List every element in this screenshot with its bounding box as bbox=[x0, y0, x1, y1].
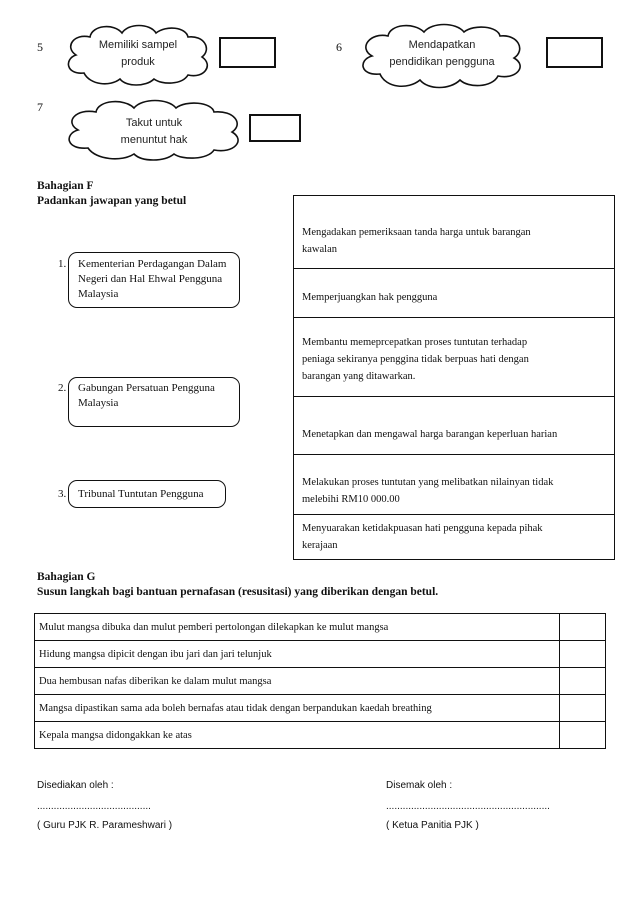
step-text: Mangsa dipastikan sama ada boleh bernafas atau tidak dengan berpandukan kaedah breathing bbox=[35, 695, 560, 722]
signature-dots: ........................................................... bbox=[386, 801, 550, 812]
cloud-label: Takut untuk menuntut hak bbox=[120, 117, 188, 146]
section-g-instruction: Susun langkah bagi bantuan pernafasan (resusitasi) yang diberikan dengan betul. bbox=[37, 586, 439, 598]
left-item-number: 3. bbox=[58, 488, 67, 500]
divider bbox=[294, 514, 614, 515]
signature-name: ( Guru PJK R. Parameshwari ) bbox=[37, 820, 173, 831]
order-box[interactable] bbox=[560, 614, 606, 641]
order-box[interactable] bbox=[560, 695, 606, 722]
table-row bbox=[35, 668, 606, 695]
item-number: 7 bbox=[37, 100, 43, 114]
answer-box[interactable] bbox=[249, 114, 301, 142]
signature-dots: ......................................... bbox=[37, 801, 151, 812]
table-row bbox=[35, 722, 606, 749]
left-item-label: Gabungan Persatuan Pengguna Malaysia bbox=[78, 382, 215, 409]
item-number: 5 bbox=[37, 40, 43, 54]
answer-option-6[interactable]: Menyuarakan ketidakpuasan hati pengguna kepada pihak kerajaan bbox=[302, 523, 543, 551]
item-number: 6 bbox=[336, 40, 342, 54]
answer-option-4[interactable]: Menetapkan dan mengawal harga barangan keperluan harian bbox=[302, 429, 558, 440]
cloud-label: Mendapatkan pendidikan pengguna bbox=[389, 39, 495, 68]
signature-label: Disediakan oleh : bbox=[37, 780, 114, 791]
section-f-instruction: Padankan jawapan yang betul bbox=[37, 195, 187, 207]
signature-name: ( Ketua Panitia PJK ) bbox=[386, 820, 479, 831]
order-box[interactable] bbox=[560, 668, 606, 695]
left-item-label: Tribunal Tuntutan Pengguna bbox=[78, 488, 204, 500]
order-box[interactable] bbox=[560, 641, 606, 668]
divider bbox=[294, 268, 614, 269]
answer-option-5[interactable]: Melakukan proses tuntutan yang melibatkan nilainyan tidak melebihi RM10 000.00 bbox=[302, 477, 554, 505]
cloud-label: Memiliki sampel produk bbox=[98, 39, 178, 68]
table-row bbox=[35, 695, 606, 722]
sequence-table bbox=[34, 613, 606, 749]
answer-option-1[interactable]: Mengadakan pemeriksaan tanda harga untuk barangan kawalan bbox=[302, 227, 531, 255]
answer-column bbox=[293, 195, 615, 560]
answer-box[interactable] bbox=[546, 37, 603, 68]
section-f-title: Bahagian F bbox=[37, 180, 94, 192]
answer-option-2[interactable]: Memperjuangkan hak pengguna bbox=[302, 292, 438, 303]
answer-box[interactable] bbox=[219, 37, 276, 68]
signature-label: Disemak oleh : bbox=[386, 780, 453, 791]
divider bbox=[294, 396, 614, 397]
step-text: Kepala mangsa didongakkan ke atas bbox=[35, 722, 560, 749]
left-item-number: 1. bbox=[58, 258, 67, 270]
table-row bbox=[35, 641, 606, 668]
left-item-number: 2. bbox=[58, 382, 67, 394]
section-g-title: Bahagian G bbox=[37, 571, 96, 583]
step-text: Hidung mangsa dipicit dengan ibu jari dan jari telunjuk bbox=[35, 641, 560, 668]
left-item-label: Kementerian Perdagangan Dalam Negeri dan Hal Ehwal Pengguna Malaysia bbox=[78, 258, 227, 300]
table-row bbox=[35, 614, 606, 641]
step-text: Dua hembusan nafas diberikan ke dalam mulut mangsa bbox=[35, 668, 560, 695]
answer-option-3[interactable]: Membantu memeprcepatkan proses tuntutan terhadap peniaga sekiranya penggina tidak berpuas hati dengan barangan yang ditawarkan. bbox=[302, 337, 529, 382]
divider bbox=[294, 317, 614, 318]
divider bbox=[294, 454, 614, 455]
step-text: Mulut mangsa dibuka dan mulut pemberi pertolongan dilekapkan ke mulut mangsa bbox=[35, 614, 560, 641]
order-box[interactable] bbox=[560, 722, 606, 749]
